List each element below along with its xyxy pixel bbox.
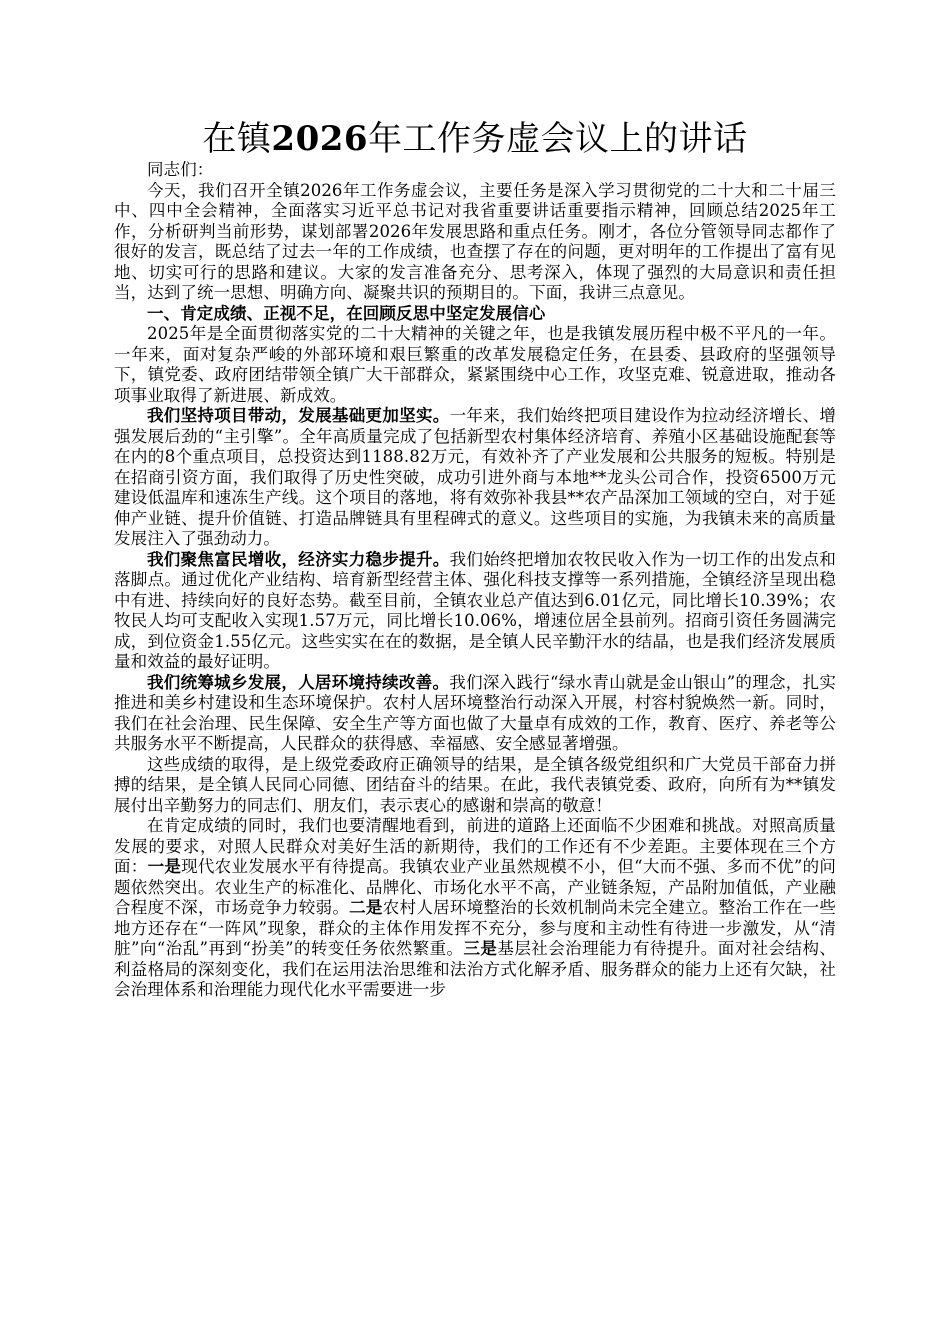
problems-intro: 在肯定成绩的同时，我们也要清醒地看到，前进的道路上还面临不少困难和挑战。对照高质量发展的要求，对照人民群众对美好生活的新期待，我们的工作还有不少差距。主要体现在三个方面：: [114, 816, 836, 876]
document-body: [114, 160, 836, 1001]
point3-text: 我们深入践行“绿水青山就是金山银山”的理念，扎实推进和美乡村建设和生态环境保护。农村人居环境整治行动深入开展，村容村貌焕然一新。同时，我们在社会治理、民生保障、安全生产等方面也做了大量卓有成效的工作，教育、医疗、养老等公共服务水平不断提高，人民群众的获得感、幸福感、安全感显著增强。: [114, 672, 836, 753]
intro-paragraph: 今天，我们召开全镇2026年工作务虚会议，主要任务是深入学习贯彻党的二十大和二十届三中、四中全会精神，全面落实习近平总书记对我省重要讲话重要指示精神，回顾总结2025年工作，分析研判当前形势，谋划部署2026年发展思路和重点任务。刚才，各位分管领导同志都作了很好的发言，既总结了过去一年的工作成绩，也查摆了存在的问题，更对明年的工作提出了富有见地、切实可行的思路和建议。大家的发言准备充分、思考深入，体现了强烈的大局意识和责任担当，达到了统一思想、明确方向、凝聚共识的预期目的。下面，我讲三点意见。: [114, 180, 836, 302]
point-paragraph-2: [114, 550, 836, 673]
problem1-lead: 一是: [147, 857, 182, 876]
section1-intro-paragraph: 2025年是全面贯彻落实党的二十大精神的关键之年，也是我镇发展历程中极不平凡的一年。一年来，面对复杂严峻的外部环境和艰巨繁重的改革发展稳定任务，在县委、县政府的坚强领导下，镇党委、政府团结带领全镇广大干部群众，紧紧围绕中心工作，攻坚克难、锐意进取，推动各项事业取得了新进展、新成效。: [114, 324, 836, 405]
thanks-paragraph: 这些成绩的取得，是上级党委政府正确领导的结果，是全镇各级党组织和广大党员干部奋力拼搏的结果，是全镇人民同心同德、团结奋斗的结果。在此，我代表镇党委、政府，向所有为**镇发展付出辛勤努力的同志们、朋友们，表示衷心的感谢和崇高的敬意！: [114, 754, 836, 815]
salutation: 同志们：: [147, 160, 214, 179]
problem3-text: 基层社会治理能力有待提升。面对社会结构、利益格局的深刻变化，我们在运用法治思维和法治方式化解矛盾、服务群众的能力上还有欠缺，社会治理体系和治理能力现代化水平需要进一步: [114, 939, 836, 999]
problem3-lead: 三是: [463, 939, 498, 958]
point-paragraph-3: [114, 673, 836, 755]
problem1-text: 现代农业发展水平有待提高。我镇农业产业虽然规模不小，但“大而不强、多而不优”的问题依然突出。农业生产的标准化、品牌化、市场化水平不高，产业链条短，产品附加值低，产业融合程度不深，市场竞争力较弱。: [114, 857, 836, 917]
point1-lead: 我们坚持项目带动，发展基础更加坚实。: [147, 406, 450, 425]
point2-lead: 我们聚焦富民增收，经济实力稳步提升。: [147, 549, 450, 569]
point-paragraph-1: [114, 406, 836, 550]
section-heading-1: 一、肯定成绩、正视不足，在回顾反思中坚定发展信心: [147, 303, 546, 323]
problem2-text: 农村人居环境整治的长效机制尚未完全建立。整治工作在一些地方还存在“一阵风”现象，群众的主体作用发挥不充分，参与度和主动性有待进一步激发，从“清脏”向“治乱”再到“扮美”的转变任务依然繁重。: [114, 898, 836, 958]
document-page: [114, 118, 836, 1318]
title-year: 2026: [271, 119, 369, 159]
point3-lead: 我们统筹城乡发展，人居环境持续改善。: [147, 672, 450, 692]
page-title: [114, 118, 836, 160]
title-suffix: 年工作务虚会议上的讲话: [368, 119, 748, 159]
point2-text: 我们始终把增加农牧民收入作为一切工作的出发点和落脚点。通过优化产业结构、培育新型经营主体、强化科技支撑等一系列措施，全镇经济呈现出稳中有进、持续向好的良好态势。截至目前，全镇农业总产值达到6.01亿元，同比增长10.39%；农牧民人均可支配收入实现1.57万元，同比增长10.06%，增速位居全县前列。招商引资任务圆满完成，到位资金1.55亿元。这些实实在在的数据，是全镇人民辛勤汗水的结晶，也是我们经济发展质量和效益的最好证明。: [114, 549, 836, 671]
problem2-lead: 二是: [349, 898, 383, 917]
title-prefix: 在镇: [202, 119, 272, 159]
point1-text: 一年来，我们始终把项目建设作为拉动经济增长、增强发展后劲的“主引擎”。全年高质量完成了包括新型农村集体经济培育、养殖小区基础设施配套等在内的8个重点项目，总投资达到1188.82万元，有效补齐了产业发展和公共服务的短板。特别是在招商引资方面，我们取得了历史性突破，成功引进外商与本地**龙头公司合作，投资6500万元建设低温库和速冻生产线。这个项目的落地，将有效弥补我县**农产品深加工领域的空白，对于延伸产业链、提升价值链、打造品牌链具有里程碑式的意义。这些项目的实施，为我镇未来的高质量发展注入了强劲动力。: [114, 406, 836, 548]
problems-paragraph: [114, 816, 836, 1001]
